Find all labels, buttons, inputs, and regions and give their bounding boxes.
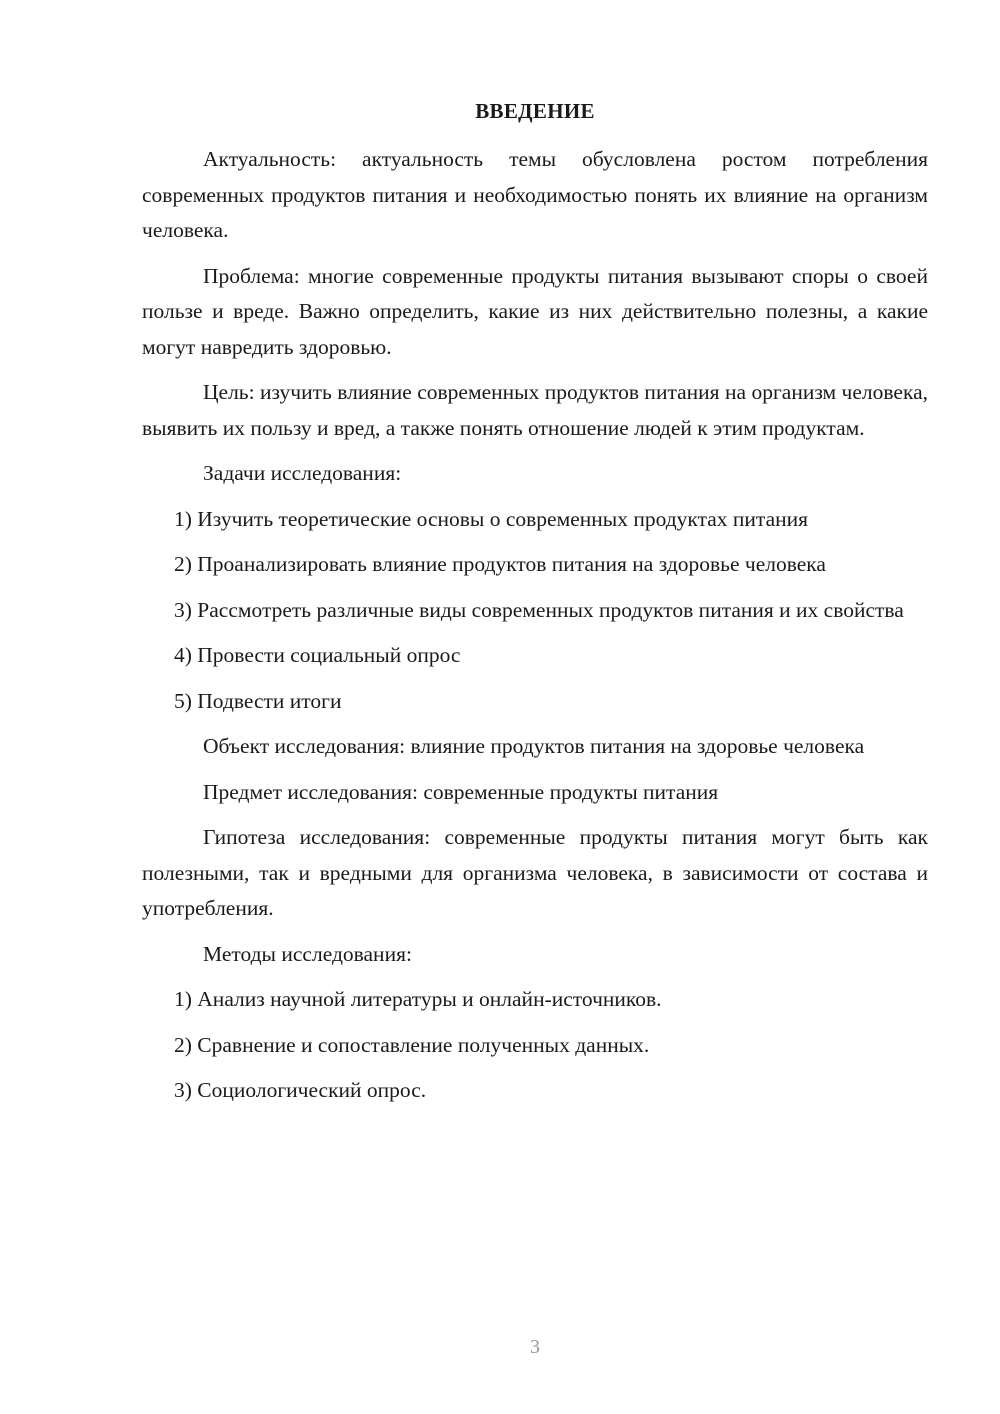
relevance-paragraph: Актуальность: актуальность темы обусловлена ростом потребления современных продуктов питания и необходимостью понять их влияние на организм человека. [142, 147, 928, 242]
task-item-5: 5) Подвести итоги [174, 688, 342, 713]
hypothesis-paragraph: Гипотеза исследования: современные продукты питания могут быть как полезными, так и вредными для организма человека, в зависимости от состава и употребления. [142, 825, 928, 920]
task-item-4: 4) Провести социальный опрос [174, 643, 461, 667]
document-body [142, 142, 928, 1109]
method-item-3: 3) Социологический опрос. [174, 1078, 427, 1102]
subject-paragraph: Предмет исследования: современные продукты питания [203, 779, 719, 804]
task-item-2: 2) Проанализировать влияние продуктов питания на здоровье человека [174, 552, 826, 576]
methods-heading: Методы исследования: [203, 941, 412, 966]
goal-paragraph: Цель: изучить влияние современных продуктов питания на организм человека, выявить их пользу и вред, а также понять отношение людей к этим продуктам. [142, 380, 928, 440]
method-item-2: 2) Сравнение и сопоставление полученных данных. [174, 1032, 650, 1057]
tasks-heading: Задачи исследования: [203, 461, 402, 485]
task-item-3: 3) Рассмотреть различные виды современных продуктов питания и их свойства [174, 597, 904, 622]
page-number: 3 [530, 1336, 540, 1358]
method-item-1: 1) Анализ научной литературы и онлайн-источников. [174, 987, 662, 1011]
object-paragraph: Объект исследования: влияние продуктов питания на здоровье человека [203, 734, 865, 758]
problem-paragraph: Проблема: многие современные продукты питания вызывают споры о своей пользе и вреде. Важно определить, какие из них действительно полезны, а какие могут навредить здоровью. [142, 263, 928, 359]
section-title: ВВЕДЕНИЕ [475, 99, 595, 123]
task-item-1: 1) Изучить теоретические основы о современных продуктах питания [174, 506, 809, 531]
